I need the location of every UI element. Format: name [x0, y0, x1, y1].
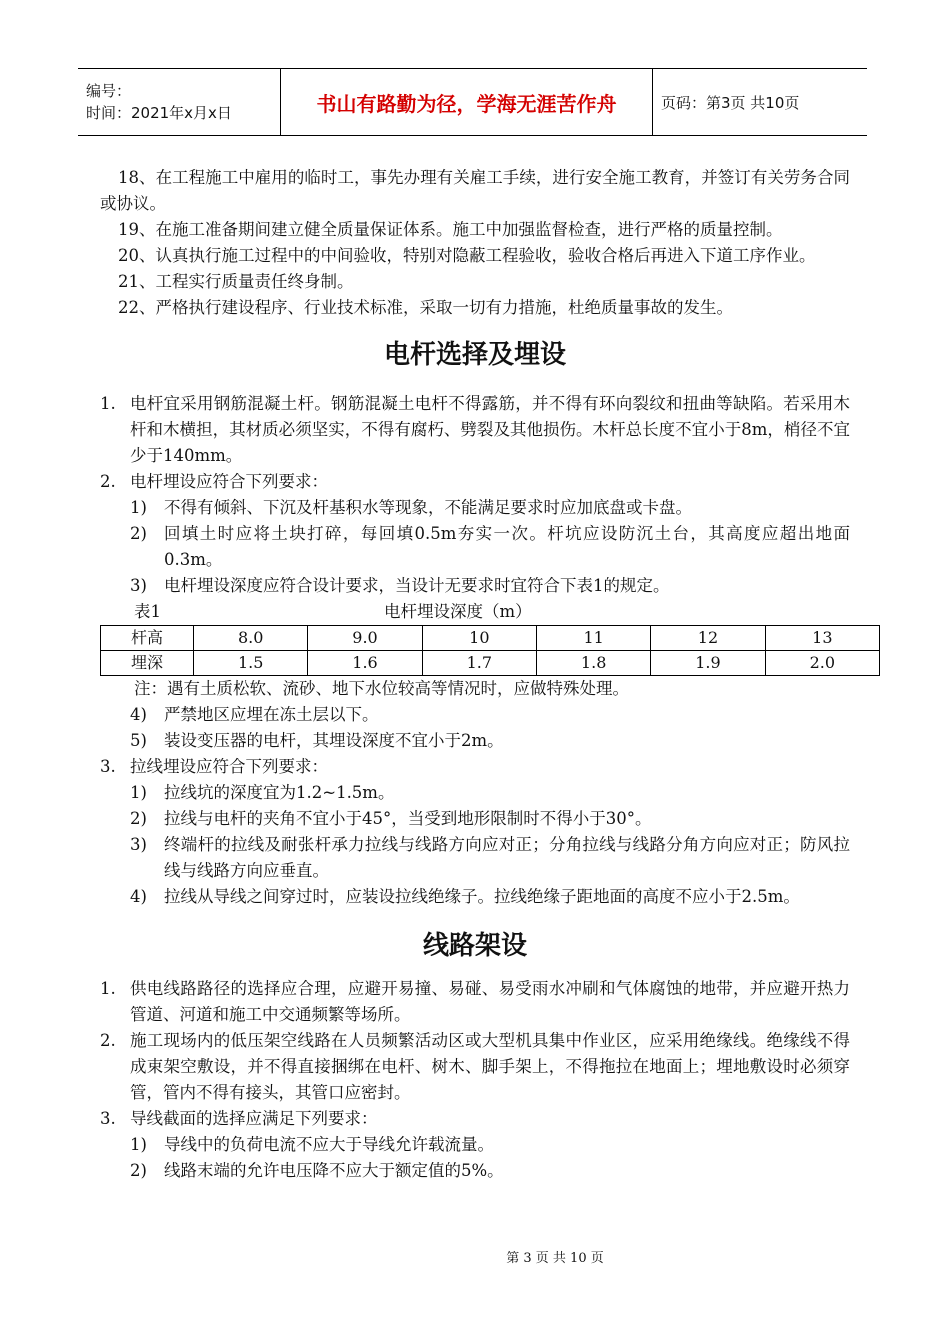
- list-item: [100, 1028, 850, 1106]
- table-cell: 9.0: [308, 626, 422, 651]
- list-number: 2.: [100, 1031, 116, 1050]
- sub-item: [130, 521, 850, 573]
- table-cell: 10: [422, 626, 536, 651]
- sub-item: [130, 573, 850, 599]
- table-row: [101, 651, 880, 676]
- sub-item: [130, 1158, 850, 1184]
- list-number: 3.: [100, 757, 116, 776]
- header-page-info: 页码：第3页 共10页: [661, 93, 800, 112]
- sub-number: 5): [130, 731, 147, 750]
- sub-number: 2): [130, 524, 147, 543]
- sub-text: 拉线与电杆的夹角不宜小于45°，当受到地形限制时不得小于30°。: [164, 809, 652, 828]
- table-cell: 2.0: [765, 651, 879, 676]
- list-number: 2.: [100, 472, 116, 491]
- sub-item: [130, 1132, 850, 1158]
- table-note: 注：遇有土质松软、流砂、地下水位较高等情况时，应做特殊处理。: [134, 679, 629, 698]
- list-text: 电杆埋设应符合下列要求：: [130, 472, 328, 491]
- table-cell: 11: [536, 626, 650, 651]
- sub-item: [130, 495, 850, 521]
- list-item: [100, 1106, 850, 1132]
- sub-item: [130, 884, 850, 910]
- sub-item: [130, 806, 850, 832]
- list-item: [100, 976, 850, 1028]
- sub-text: 拉线从导线之间穿过时，应装设拉线绝缘子。拉线绝缘子距地面的高度不应小于2.5m。: [164, 887, 800, 906]
- sub-text: 导线中的负荷电流不应大于导线允许载流量。: [164, 1135, 494, 1154]
- page-header: [78, 68, 867, 136]
- list-item: [100, 754, 850, 780]
- table-cell: 13: [765, 626, 879, 651]
- date-line: 时间：2021年x月x日: [86, 104, 232, 122]
- sub-number: 4): [130, 887, 147, 906]
- sub-text: 严禁地区应埋在冻土层以下。: [164, 705, 379, 724]
- sub-number: 1): [130, 1135, 147, 1154]
- list-number: 1.: [100, 979, 116, 998]
- table-cell: 8.0: [194, 626, 308, 651]
- intro-item: 22、严格执行建设程序、行业技术标准，采取一切有力措施，杜绝质量事故的发生。: [118, 298, 733, 317]
- sub-text: 不得有倾斜、下沉及杆基积水等现象，不能满足要求时应加底盘或卡盘。: [164, 498, 692, 517]
- sub-text: 回填土时应将土块打碎，每回填0.5m夯实一次。杆坑应设防沉土台，其高度应超出地面0.3m。: [164, 524, 850, 569]
- list-item: [100, 469, 850, 495]
- sub-number: 1): [130, 783, 147, 802]
- row-header: 杆高: [101, 626, 194, 651]
- sub-item: [130, 702, 850, 728]
- intro-item: 19、在施工准备期间建立健全质量保证体系。施工中加强监督检查，进行严格的质量控制。: [118, 220, 783, 239]
- intro-item: 18、在工程施工中雇用的临时工，事先办理有关雇工手续，进行安全施工教育，并签订有关劳务合同或协议。: [100, 168, 850, 213]
- list-text: 供电线路路径的选择应合理，应避开易撞、易碰、易受雨水冲刷和气体腐蚀的地带，并应避开热力管道、河道和施工中交通频繁等场所。: [130, 979, 850, 1024]
- table-label: 表1: [134, 602, 161, 621]
- intro-item: 21、工程实行质量责任终身制。: [118, 272, 354, 291]
- table-caption: [134, 599, 850, 625]
- sub-text: 装设变压器的电杆，其埋设深度不宜小于2m。: [164, 731, 504, 750]
- sub-number: 1): [130, 498, 147, 517]
- intro-item: 20、认真执行施工过程中的中间验收，特别对隐蔽工程验收，验收合格后再进入下道工序作业。: [118, 246, 816, 265]
- table-cell: 12: [651, 626, 765, 651]
- sub-text: 拉线坑的深度宜为1.2~1.5m。: [164, 783, 395, 802]
- table-row: [101, 626, 880, 651]
- sub-number: 2): [130, 809, 147, 828]
- sub-item: [130, 832, 850, 884]
- sub-text: 电杆埋设深度应符合设计要求，当设计无要求时宜符合下表1的规定。: [164, 576, 670, 595]
- table-title: 电杆埋设深度（m）: [384, 602, 532, 621]
- document-body: [100, 165, 850, 1184]
- list-text: 施工现场内的低压架空线路在人员频繁活动区或大型机具集中作业区，应采用绝缘线。绝缘线不得成束架空敷设，并不得直接捆绑在电杆、树木、脚手架上，不得拖拉在地面上；埋地敷设时必须穿管，管内不得有接头，其管口应密封。: [130, 1031, 850, 1102]
- section-title-poles: 电杆选择及埋设: [383, 340, 566, 370]
- list-item: [100, 391, 850, 469]
- sub-number: 4): [130, 705, 147, 724]
- sub-number: 3): [130, 835, 147, 854]
- table-cell: 1.9: [651, 651, 765, 676]
- sub-number: 3): [130, 576, 147, 595]
- list-text: 拉线埋设应符合下列要求：: [130, 757, 328, 776]
- sub-item: [130, 780, 850, 806]
- list-text: 导线截面的选择应满足下列要求：: [130, 1109, 378, 1128]
- table-cell: 1.8: [536, 651, 650, 676]
- list-number: 3.: [100, 1109, 116, 1128]
- sub-text: 终端杆的拉线及耐张杆承力拉线与线路方向应对正；分角拉线与线路分角方向应对正；防风拉线与线路方向应垂直。: [164, 835, 850, 880]
- depth-table: [100, 625, 880, 676]
- header-left: [78, 69, 281, 135]
- table-cell: 1.6: [308, 651, 422, 676]
- sub-text: 线路末端的允许电压降不应大于额定值的5%。: [164, 1161, 504, 1180]
- sub-item: [130, 728, 850, 754]
- header-motto: 书山有路勤为径，学海无涯苦作舟: [281, 69, 653, 135]
- sub-number: 2): [130, 1161, 147, 1180]
- list-text: 电杆宜采用钢筋混凝土杆。钢筋混凝土电杆不得露筋，并不得有环向裂纹和扭曲等缺陷。若采用木杆和木横担，其材质必须坚实，不得有腐朽、劈裂及其他损伤。木杆总长度不宜小于8m，梢径不宜少于140mm。: [130, 394, 850, 465]
- list-number: 1.: [100, 394, 116, 413]
- page-footer: 第 3 页 共 10 页: [506, 1251, 604, 1266]
- table-cell: 1.7: [422, 651, 536, 676]
- section-title-lines: 线路架设: [422, 931, 527, 961]
- table-cell: 1.5: [194, 651, 308, 676]
- row-header: 埋深: [101, 651, 194, 676]
- code-label: 编号：: [86, 82, 132, 100]
